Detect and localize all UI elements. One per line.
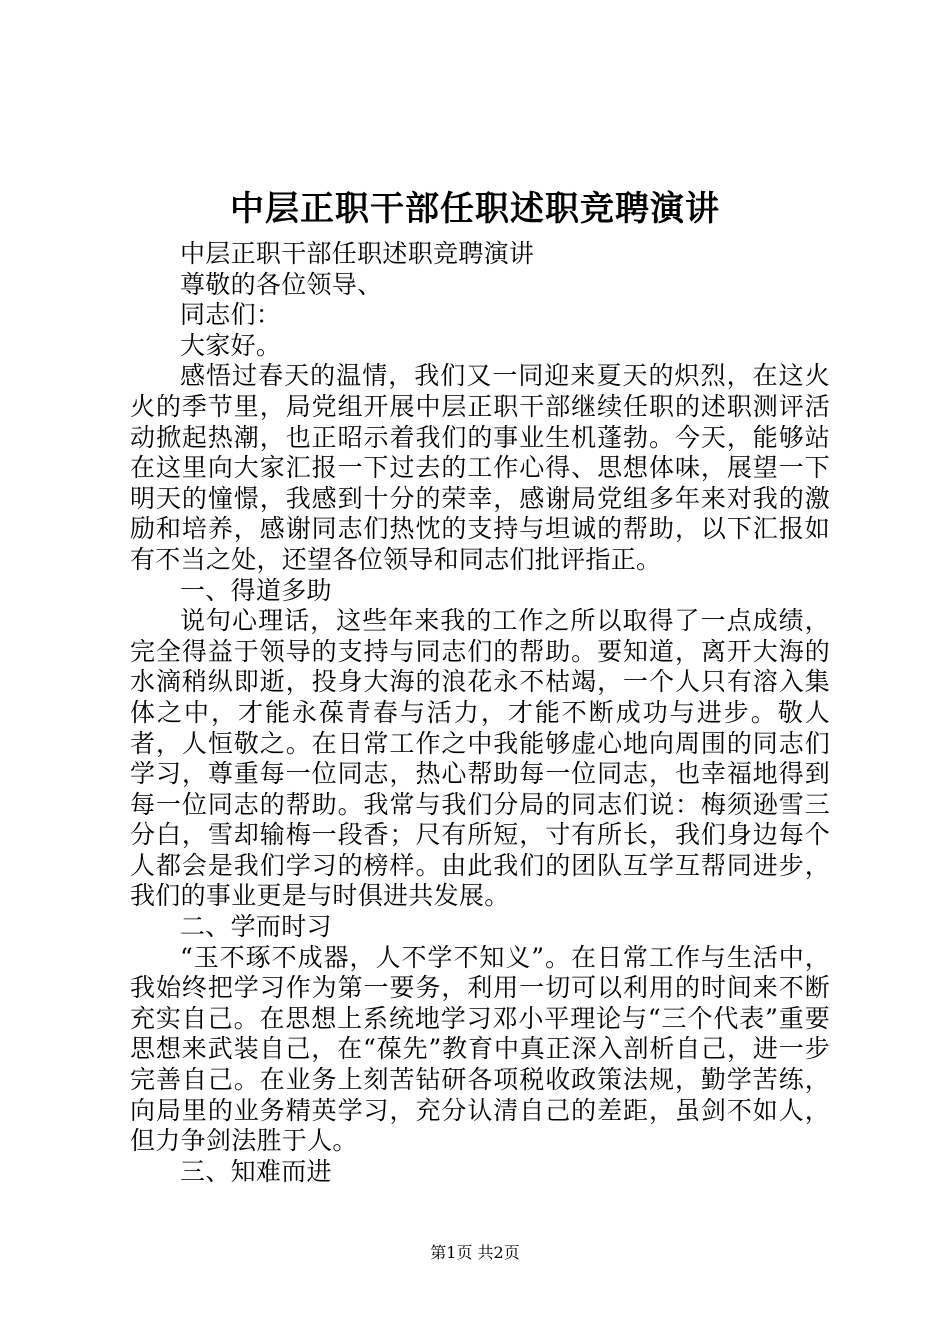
paragraph-heading-repeat: 中层正职干部任职述职竞聘演讲 (180, 239, 535, 268)
paragraph-greeting: 大家好。 (180, 330, 282, 360)
paragraph-section-1: 说句心理话，这些年来我的工作之所以取得了一点成绩，完全得益于领导的支持与同志们的帮助。要知道，离开大海的水滴稍纵即逝，投身大海的浪花永不枯竭，一个人只有溶入集体之中，才能永葆青春与活力，才能不断成功与进步。敬人者，人恒敬之。在日常工作之中我能够虚心地向周围的同志们学习，尊重每一位同志，热心帮助每一位同志，也幸福地得到每一位同志的帮助。我常与我们分局的同志们说：梅须逊雪三分白，雪却输梅一段香；尺有所短，寸有所长，我们身边每个人都会是我们学习的榜样。由此我们的团队互学互帮同进步，我们的事业更是与时俱进共发展。 (130, 606, 830, 911)
section-heading-1: 一、得道多助 (180, 575, 332, 605)
paragraph-intro: 感悟过春天的温情，我们又一同迎来夏天的炽烈，在这火火的季节里，局党组开展中层正职干部继续任职的述职测评活动掀起热潮，也正昭示着我们的事业生机蓬勃。今天，能够站在这里向大家汇报一下过去的工作心得、思想体味，展望一下明天的憧憬，我感到十分的荣幸，感谢局党组多年来对我的激励和培养，感谢同志们热忱的支持与坦诚的帮助，以下汇报如有不当之处，还望各位领导和同志们批评指正。 (130, 361, 830, 574)
section-heading-3: 三、知难而进 (180, 1156, 332, 1186)
paragraph-salutation: 尊敬的各位领导、 (180, 269, 383, 299)
section-heading-2: 二、学而时习 (180, 912, 332, 942)
page-footer: 第1页 共2页 (430, 1243, 520, 1262)
paragraph-section-2: “玉不琢不成器，人不学不知义”。在日常工作与生活中，我始终把学习作为第一要务，利用一切可以利用的时间来不断充实自己。在思想上系统地学习邓小平理论与“三个代表”重要思想来武装自己，在“葆先”教育中真正深入剖析自己，进一步完善自己。在业务上刻苦钻研各项税收政策法规，勤学苦练，向局里的业务精英学习，充分认清自己的差距，虽剑不如人，但力争剑法胜于人。 (130, 942, 830, 1156)
document-title: 中层正职干部任职述职竞聘演讲 (230, 189, 720, 229)
paragraph-salutation-2: 同志们： (180, 300, 282, 330)
document-body (130, 239, 830, 1187)
